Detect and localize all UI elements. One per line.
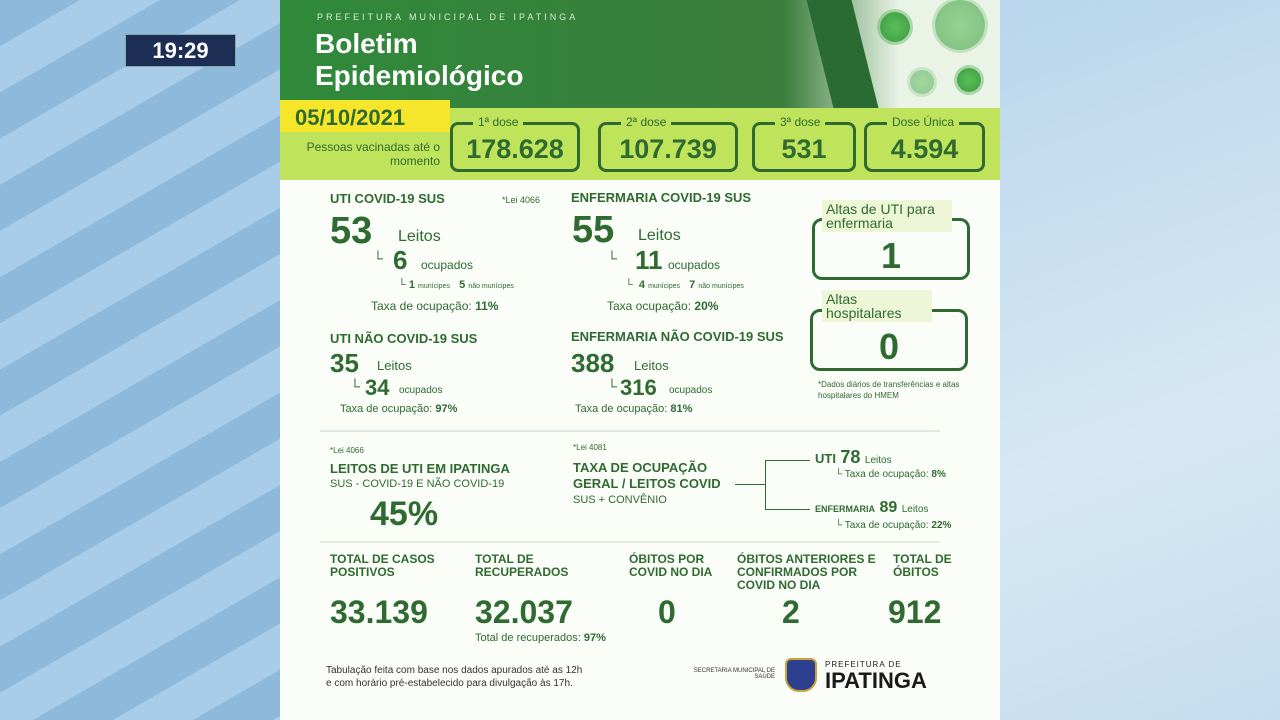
date: 05/10/2021: [280, 100, 450, 132]
virus-icon: [880, 12, 910, 42]
enf-covid-beds: 55: [572, 209, 615, 251]
uti-covid-title: UTI COVID-19 SUS: [330, 191, 445, 206]
connector-line: [765, 460, 766, 510]
uti-covid-occupied: 6: [393, 245, 408, 275]
virus-icon: [935, 0, 985, 50]
law-note: *Lei 4066: [502, 195, 541, 205]
total-cases-value: 33.139: [330, 594, 428, 630]
beds-label: Leitos: [377, 358, 412, 373]
leitos-uti-ipatinga-value: 45%: [370, 495, 439, 533]
beds-label: Leitos: [638, 227, 681, 244]
enf-nao-beds: 388: [571, 348, 615, 378]
altas-hosp-label: Altas hospitalares: [822, 290, 932, 322]
dose-2: 2ª dose 107.739: [598, 122, 738, 172]
background-right: [1000, 0, 1280, 720]
leitos-uti-ipatinga-title: LEITOS DE UTI EM IPATINGA: [330, 461, 510, 476]
taxa-geral-uti-rate: └ Taxa de ocupação: 8%: [835, 469, 946, 480]
header-shape: [807, 0, 879, 108]
page-title: Boletim Epidemiológico: [315, 28, 524, 91]
dose-unica: Dose Única 4.594: [864, 122, 985, 172]
altas-hosp-box: 0: [810, 309, 968, 371]
connector-line: [765, 509, 810, 510]
beds-label: Leitos: [398, 228, 441, 245]
enf-covid-municipes: └ 4 munícipes 7 não munícipes: [625, 279, 744, 291]
leitos-uti-ipatinga-subtitle: SUS - COVID-19 E NÃO COVID-19: [330, 478, 505, 490]
branch-icon: └: [607, 378, 617, 394]
logo-small-text: PREFEITURA DE: [825, 660, 902, 669]
enf-nao-rate: Taxa de ocupação: 81%: [575, 403, 693, 415]
uti-covid-rate: Taxa de ocupação: 11%: [371, 299, 499, 313]
enf-covid-occupied: 11: [635, 245, 663, 275]
background-left: [0, 0, 280, 720]
total-recovered-label: TOTAL DE RECUPERADOS: [475, 552, 569, 579]
uti-covid-beds: 53: [330, 210, 373, 252]
enf-covid-title: ENFERMARIA COVID-19 SUS: [571, 190, 752, 205]
uti-nao-covid-title: UTI NÃO COVID-19 SUS: [330, 331, 478, 346]
total-deaths-value: 912: [888, 594, 942, 630]
occupied-label: ocupados: [668, 258, 721, 272]
dose-3: 3ª dose 531: [752, 122, 856, 172]
altas-uti-box: 1: [812, 218, 970, 280]
uti-nao-rate: Taxa de ocupação: 97%: [340, 403, 458, 415]
altas-uti-label: Altas de UTI para enfermaria: [822, 200, 952, 232]
uti-nao-occupied: 34: [365, 375, 390, 400]
virus-icon: [910, 70, 934, 94]
deaths-previous-label: ÓBITOS ANTERIORES E CONFIRMADOS POR COVID NO DIA: [737, 552, 876, 592]
enf-nao-covid-title: ENFERMARIA NÃO COVID-19 SUS: [571, 329, 784, 344]
taxa-geral-title: TAXA DE OCUPAÇÃO GERAL / LEITOS COVID: [573, 460, 721, 491]
clock: 19:29: [125, 34, 236, 67]
total-recovered-value: 32.037: [475, 594, 573, 630]
dose-1: 1ª dose 178.628: [450, 122, 580, 172]
occupied-label: ocupados: [399, 385, 443, 396]
altas-note: *Dados diários de transferências e altas hospitalares do HMEM: [818, 380, 960, 400]
municipality: PREFEITURA MUNICIPAL DE IPATINGA: [317, 12, 579, 22]
occupied-label: ocupados: [421, 258, 474, 272]
taxa-geral-enf: ENFERMARIA 89 Leitos: [815, 499, 929, 516]
uti-nao-beds: 35: [330, 348, 359, 378]
connector-line: [765, 460, 810, 461]
deaths-day-label: ÓBITOS POR COVID NO DIA: [629, 552, 713, 579]
deaths-previous-value: 2: [782, 594, 800, 630]
taxa-geral-enf-rate: └ Taxa de ocupação: 22%: [835, 520, 952, 531]
recovered-pct: Total de recuperados: 97%: [475, 632, 606, 644]
total-cases-label: TOTAL DE CASOS POSITIVOS: [330, 552, 435, 579]
uti-covid-municipes: └ 1 munícipes 5 não munícipes: [398, 279, 514, 291]
divider: [320, 430, 940, 432]
secretaria-label: SECRETARIA MUNICIPAL DE SAÚDE: [693, 668, 775, 680]
city-crest-icon: [785, 658, 817, 692]
deaths-day-value: 0: [658, 594, 676, 630]
occupied-label: ocupados: [669, 385, 713, 396]
logo-ipatinga: IPATINGA: [825, 668, 927, 693]
virus-icon: [957, 68, 981, 92]
branch-icon: └: [607, 250, 617, 266]
vaccinated-label: Pessoas vacinadas até o momento: [306, 140, 440, 168]
taxa-geral-uti: UTI 78 Leitos: [815, 447, 892, 467]
beds-label: Leitos: [634, 358, 669, 373]
taxa-geral-subtitle: SUS + CONVÊNIO: [573, 494, 667, 506]
branch-icon: └: [373, 250, 383, 266]
bulletin-poster: [280, 0, 1000, 720]
total-deaths-label: TOTAL DE ÓBITOS: [893, 552, 952, 579]
footer-note: Tabulação feita com base nos dados apurados até as 12h e com horário pré-estabelecido para divulgação às 17h.: [326, 665, 583, 689]
branch-icon: └: [350, 378, 360, 394]
enf-nao-occupied: 316: [620, 375, 657, 400]
law-note: *Lei 4066: [330, 446, 364, 455]
divider: [320, 541, 940, 543]
connector-line: [735, 484, 765, 485]
law-note: *Lei 4081: [573, 443, 607, 452]
enf-covid-rate: Taxa ocupação: 20%: [607, 299, 719, 313]
